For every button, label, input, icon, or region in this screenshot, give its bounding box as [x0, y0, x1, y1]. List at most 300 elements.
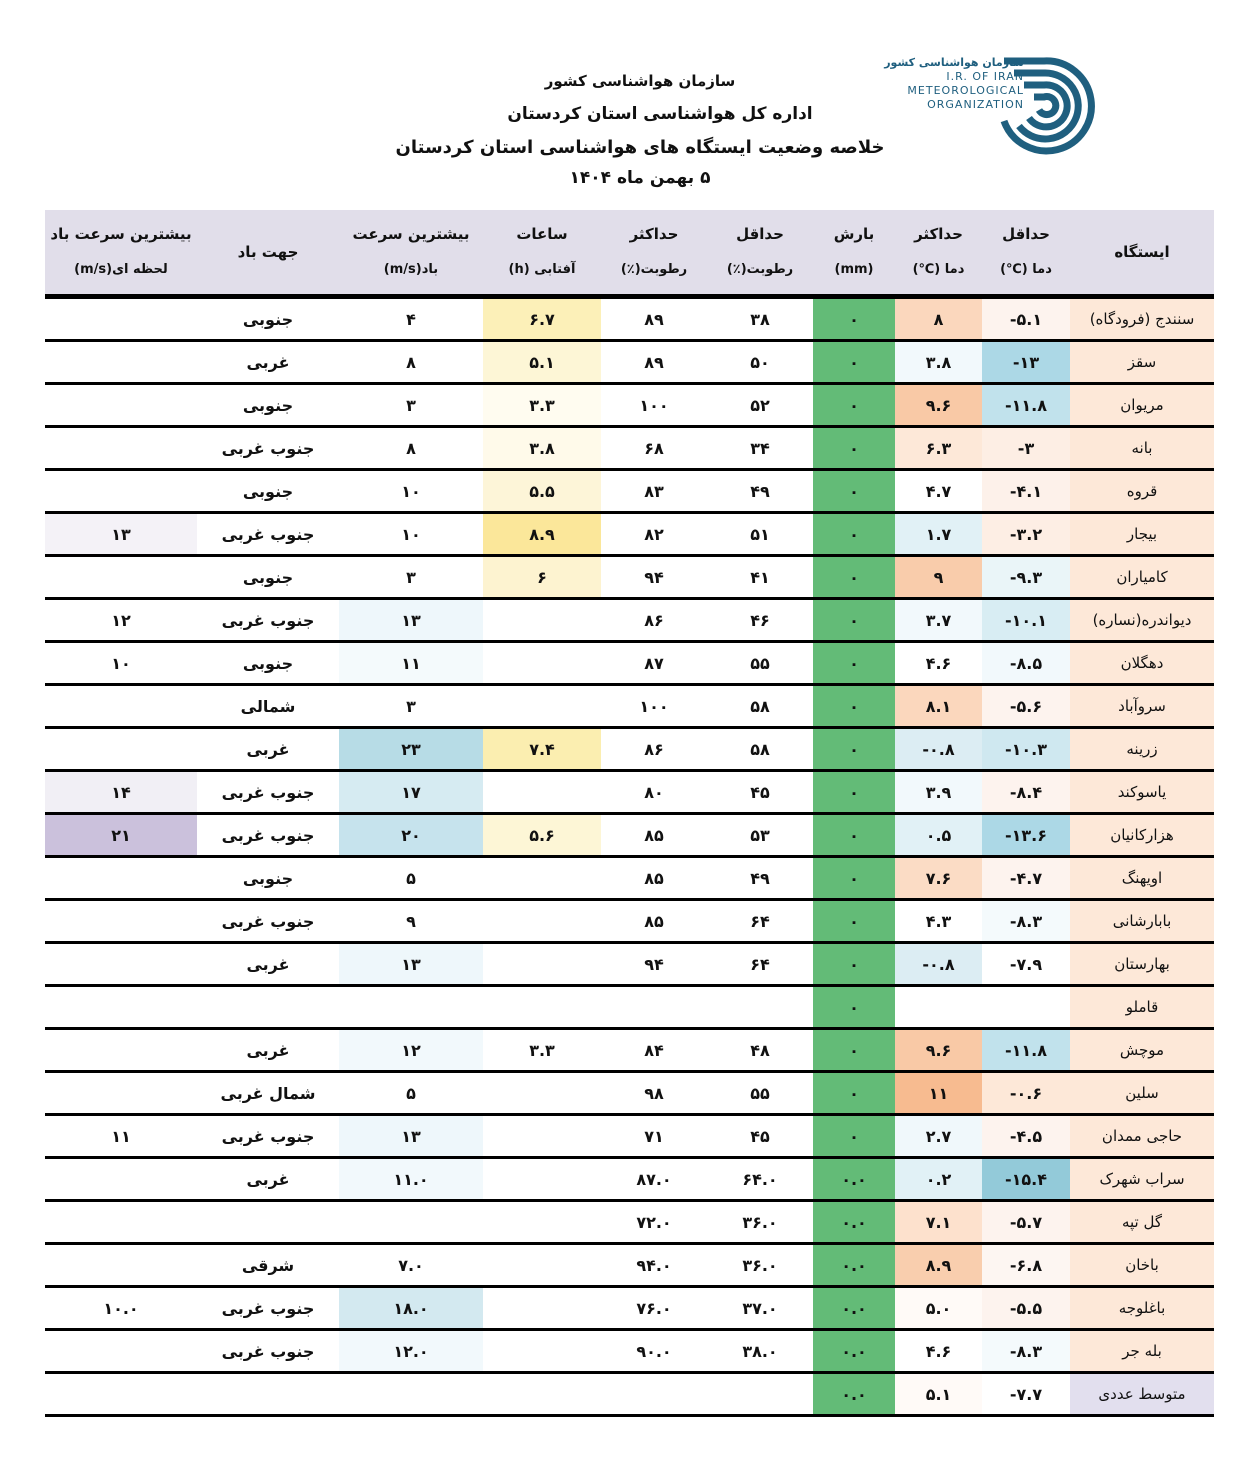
max-gust-speed-cell: ۲۱: [45, 814, 197, 857]
min-temp-cell: -۴.۵: [982, 1115, 1070, 1158]
logo-text-line3: ORGANIZATION: [927, 98, 1024, 111]
precipitation-cell: ۰.۰: [813, 1373, 895, 1416]
sunshine-hours-cell: ۸.۹: [483, 513, 601, 556]
min-humidity-cell: ۴۵: [707, 1115, 813, 1158]
max-gust-speed-cell: ۱۲: [45, 599, 197, 642]
max-humidity-cell: ۸۶: [601, 728, 707, 771]
min-temp-cell: -۶.۸: [982, 1244, 1070, 1287]
min-temp-cell: -۳: [982, 427, 1070, 470]
max-humidity-cell: ۸۳: [601, 470, 707, 513]
max-humidity-cell: ۹۸: [601, 1072, 707, 1115]
max-wind-speed-cell: ۵: [339, 857, 483, 900]
max-humidity-cell: ۸۹: [601, 297, 707, 341]
max-gust-speed-cell: [45, 1201, 197, 1244]
min-humidity-cell: ۵۵: [707, 642, 813, 685]
max-gust-speed-cell: [45, 341, 197, 384]
table-row: [45, 470, 1214, 513]
wind-direction-cell: [197, 986, 339, 1029]
precipitation-cell: ۰.۰: [813, 1158, 895, 1201]
max-wind-speed-cell: ۱۲.۰: [339, 1330, 483, 1373]
min-temp-cell: -۱۱.۸: [982, 1029, 1070, 1072]
sunshine-hours-cell: [483, 1287, 601, 1330]
station-cell: گل تپه: [1070, 1201, 1214, 1244]
precipitation-cell: ۰: [813, 599, 895, 642]
station-cell: سروآباد: [1070, 685, 1214, 728]
max-temp-cell: ۸.۱: [895, 685, 982, 728]
header-max-temp: [895, 210, 982, 297]
min-humidity-cell: [707, 986, 813, 1029]
min-humidity-cell: ۳۸.۰: [707, 1330, 813, 1373]
station-cell: سراب شهرک: [1070, 1158, 1214, 1201]
station-cell: قروه: [1070, 470, 1214, 513]
report-date: ۵ بهمن ماه ۱۴۰۴: [569, 168, 711, 188]
average-row: [45, 1373, 1214, 1416]
wind-direction-cell: غربی: [197, 341, 339, 384]
spiral-logo-icon: [984, 46, 1104, 156]
wind-direction-cell: غربی: [197, 1029, 339, 1072]
sunshine-hours-cell: ۳.۳: [483, 384, 601, 427]
min-humidity-cell: ۳۶.۰: [707, 1244, 813, 1287]
station-cell: مریوان: [1070, 384, 1214, 427]
precipitation-cell: ۰: [813, 771, 895, 814]
sunshine-hours-cell: [483, 1201, 601, 1244]
header-max-temp-label: حداکثر: [914, 225, 963, 243]
max-wind-speed-cell: ۷.۰: [339, 1244, 483, 1287]
header-max-wind-speed-label: بیشترین سرعت: [352, 225, 470, 243]
sunshine-hours-cell: [483, 1158, 601, 1201]
max-wind-speed-cell: ۱۱: [339, 642, 483, 685]
precipitation-cell: ۰: [813, 384, 895, 427]
header-min-humidity-label: حداقل: [736, 225, 784, 243]
table-row: [45, 771, 1214, 814]
report-header: [0, 0, 1260, 210]
wind-direction-cell: جنوب غربی: [197, 1287, 339, 1330]
header-max-humidity-label: حداکثر: [629, 225, 679, 243]
table-row: [45, 1244, 1214, 1287]
table-row: [45, 1029, 1214, 1072]
max-wind-speed-cell: ۱۰: [339, 513, 483, 556]
sunshine-hours-cell: ۵.۶: [483, 814, 601, 857]
min-humidity-cell: ۴۹: [707, 857, 813, 900]
precipitation-cell: ۰.۰: [813, 1330, 895, 1373]
precipitation-cell: ۰.۰: [813, 1201, 895, 1244]
header-max-gust-speed-label: بیشترین سرعت باد: [50, 225, 192, 243]
min-humidity-cell: ۵۸: [707, 685, 813, 728]
min-humidity-cell: ۵۰: [707, 341, 813, 384]
wind-direction-cell: جنوبی: [197, 857, 339, 900]
max-gust-speed-cell: [45, 986, 197, 1029]
precipitation-cell: ۰: [813, 1029, 895, 1072]
max-gust-speed-cell: [45, 1072, 197, 1115]
min-temp-cell: -۵.۵: [982, 1287, 1070, 1330]
max-wind-speed-cell: ۱۷: [339, 771, 483, 814]
precipitation-cell: ۰: [813, 728, 895, 771]
min-humidity-cell: ۶۴: [707, 943, 813, 986]
min-humidity-cell: ۳۶.۰: [707, 1201, 813, 1244]
station-cell: دیواندره(نساره): [1070, 599, 1214, 642]
report-titles: [380, 60, 900, 192]
table-row: [45, 1287, 1214, 1330]
max-wind-speed-cell: ۱۰: [339, 470, 483, 513]
max-gust-speed-cell: [45, 427, 197, 470]
max-wind-speed-cell: ۴: [339, 297, 483, 341]
min-temp-cell: -۸.۳: [982, 1330, 1070, 1373]
min-humidity-cell: ۳۴: [707, 427, 813, 470]
max-humidity-cell: ۸۵: [601, 900, 707, 943]
min-temp-cell: -۹.۳: [982, 556, 1070, 599]
max-wind-speed-cell: [339, 1373, 483, 1416]
station-cell: سنندج (فرودگاه): [1070, 297, 1214, 341]
header-precipitation-label: بارش: [833, 225, 875, 243]
max-wind-speed-cell: ۸: [339, 427, 483, 470]
logo-text-line1: I.R. OF IRAN: [946, 70, 1024, 83]
max-gust-speed-cell: [45, 900, 197, 943]
max-temp-cell: ۶.۳: [895, 427, 982, 470]
precipitation-cell: ۰: [813, 556, 895, 599]
sunshine-hours-cell: [483, 1373, 601, 1416]
precipitation-cell: ۰: [813, 1072, 895, 1115]
header-sunshine-hours: [483, 210, 601, 297]
wind-direction-cell: غربی: [197, 943, 339, 986]
sunshine-hours-cell: [483, 857, 601, 900]
max-temp-cell: ۴.۳: [895, 900, 982, 943]
station-cell: بیجار: [1070, 513, 1214, 556]
wind-direction-cell: جنوب غربی: [197, 900, 339, 943]
min-humidity-cell: ۴۶: [707, 599, 813, 642]
header-min-humidity: [707, 210, 813, 297]
precipitation-cell: ۰: [813, 685, 895, 728]
max-humidity-cell: ۹۴: [601, 556, 707, 599]
max-humidity-cell: [601, 986, 707, 1029]
header-max-wind-speed: [339, 210, 483, 297]
wind-direction-cell: جنوب غربی: [197, 427, 339, 470]
wind-direction-cell: [197, 1201, 339, 1244]
max-temp-cell: ۹: [895, 556, 982, 599]
wind-direction-cell: شرقی: [197, 1244, 339, 1287]
sunshine-hours-cell: ۵.۵: [483, 470, 601, 513]
min-temp-cell: -۷.۹: [982, 943, 1070, 986]
max-wind-speed-cell: ۳: [339, 556, 483, 599]
max-gust-speed-cell: [45, 556, 197, 599]
sunshine-hours-cell: [483, 771, 601, 814]
max-temp-cell: ۳.۹: [895, 771, 982, 814]
max-wind-speed-cell: [339, 986, 483, 1029]
header-precipitation: [813, 210, 895, 297]
max-gust-speed-cell: [45, 384, 197, 427]
max-gust-speed-cell: [45, 1373, 197, 1416]
max-humidity-cell: ۸۷.۰: [601, 1158, 707, 1201]
org-name: سازمان هواشناسی کشور: [544, 72, 736, 90]
table-row: [45, 1201, 1214, 1244]
max-temp-cell: ۱۱: [895, 1072, 982, 1115]
max-wind-speed-cell: ۱۸.۰: [339, 1287, 483, 1330]
max-temp-cell: [895, 986, 982, 1029]
station-cell: کامیاران: [1070, 556, 1214, 599]
max-wind-speed-cell: ۳: [339, 685, 483, 728]
table-row: [45, 341, 1214, 384]
sunshine-hours-cell: [483, 943, 601, 986]
table-row: [45, 1330, 1214, 1373]
table-row: [45, 297, 1214, 341]
station-cell: هزارکانیان: [1070, 814, 1214, 857]
min-temp-cell: -۵.۷: [982, 1201, 1070, 1244]
sunshine-hours-cell: [483, 986, 601, 1029]
table-header-row: [45, 210, 1214, 297]
station-cell: بابارشانی: [1070, 900, 1214, 943]
stations-table: [45, 210, 1214, 1417]
max-wind-speed-cell: [339, 1201, 483, 1244]
wind-direction-cell: جنوبی: [197, 297, 339, 341]
header-sunshine-hours-label: ساعات: [516, 225, 568, 243]
max-temp-cell: ۸.۹: [895, 1244, 982, 1287]
min-humidity-cell: ۵۲: [707, 384, 813, 427]
table-row: [45, 728, 1214, 771]
station-cell: زرینه: [1070, 728, 1214, 771]
max-temp-cell: ۳.۸: [895, 341, 982, 384]
min-humidity-cell: ۵۸: [707, 728, 813, 771]
wind-direction-cell: جنوب غربی: [197, 599, 339, 642]
header-max-wind-speed-unit: باد(m/s): [383, 262, 439, 277]
min-temp-cell: -۵.۶: [982, 685, 1070, 728]
max-temp-cell: ۴.۶: [895, 642, 982, 685]
office-name: اداره کل هواشناسی استان کردستان: [507, 104, 813, 124]
max-humidity-cell: ۸۵: [601, 857, 707, 900]
min-humidity-cell: ۵۳: [707, 814, 813, 857]
table-row: [45, 1158, 1214, 1201]
max-gust-speed-cell: [45, 728, 197, 771]
max-gust-speed-cell: ۱۰.۰: [45, 1287, 197, 1330]
sunshine-hours-cell: [483, 1330, 601, 1373]
min-temp-cell: -۴.۷: [982, 857, 1070, 900]
min-temp-cell: -۰.۶: [982, 1072, 1070, 1115]
max-wind-speed-cell: ۲۳: [339, 728, 483, 771]
min-humidity-cell: ۵۱: [707, 513, 813, 556]
max-gust-speed-cell: [45, 1330, 197, 1373]
max-humidity-cell: ۶۸: [601, 427, 707, 470]
header-min-humidity-unit: رطوبت(٪): [726, 262, 794, 277]
precipitation-cell: ۰.۰: [813, 1244, 895, 1287]
wind-direction-cell: جنوب غربی: [197, 513, 339, 556]
wind-direction-cell: [197, 1373, 339, 1416]
header-station-label: ایستگاه: [1114, 243, 1170, 261]
precipitation-cell: ۰: [813, 427, 895, 470]
min-temp-cell: -۱۰.۳: [982, 728, 1070, 771]
max-gust-speed-cell: ۱۳: [45, 513, 197, 556]
table-row: [45, 986, 1214, 1029]
table-row: [45, 556, 1214, 599]
station-cell: باغلوجه: [1070, 1287, 1214, 1330]
max-gust-speed-cell: ۱۴: [45, 771, 197, 814]
max-temp-cell: ۹.۶: [895, 1029, 982, 1072]
sunshine-hours-cell: [483, 685, 601, 728]
min-humidity-cell: ۴۱: [707, 556, 813, 599]
report-title: خلاصه وضعیت ایستگاه های هواشناسی استان کردستان: [395, 137, 885, 158]
station-cell: بانه: [1070, 427, 1214, 470]
precipitation-cell: ۰: [813, 900, 895, 943]
header-max-humidity: [601, 210, 707, 297]
table-row: [45, 427, 1214, 470]
max-temp-cell: ۲.۷: [895, 1115, 982, 1158]
max-humidity-cell: ۹۴.۰: [601, 1244, 707, 1287]
min-temp-cell: -۸.۵: [982, 642, 1070, 685]
max-humidity-cell: ۷۶.۰: [601, 1287, 707, 1330]
min-temp-cell: [982, 986, 1070, 1029]
header-max-temp-unit: دما (℃): [912, 262, 965, 277]
min-humidity-cell: ۶۴.۰: [707, 1158, 813, 1201]
max-wind-speed-cell: ۲۰: [339, 814, 483, 857]
table-row: [45, 814, 1214, 857]
logo-text-fa: سازمان هواشناسی کشور: [884, 56, 1024, 69]
min-temp-cell: -۱۱.۸: [982, 384, 1070, 427]
station-cell: متوسط عددی: [1070, 1373, 1214, 1416]
max-humidity-cell: ۹۴: [601, 943, 707, 986]
wind-direction-cell: جنوب غربی: [197, 771, 339, 814]
precipitation-cell: ۰: [813, 297, 895, 341]
max-temp-cell: ۱.۷: [895, 513, 982, 556]
table-row: [45, 857, 1214, 900]
station-cell: بهارستان: [1070, 943, 1214, 986]
table-row: [45, 1115, 1214, 1158]
max-humidity-cell: ۸۷: [601, 642, 707, 685]
header-max-humidity-unit: رطوبت(٪): [620, 262, 688, 277]
max-humidity-cell: ۸۴: [601, 1029, 707, 1072]
max-humidity-cell: ۸۵: [601, 814, 707, 857]
header-station: [1070, 210, 1214, 297]
max-gust-speed-cell: [45, 297, 197, 341]
table-row: [45, 900, 1214, 943]
wind-direction-cell: شمالی: [197, 685, 339, 728]
wind-direction-cell: جنوب غربی: [197, 1330, 339, 1373]
max-wind-speed-cell: ۱۳: [339, 1115, 483, 1158]
min-temp-cell: -۴.۱: [982, 470, 1070, 513]
max-humidity-cell: [601, 1373, 707, 1416]
min-temp-cell: -۸.۳: [982, 900, 1070, 943]
wind-direction-cell: جنوب غربی: [197, 814, 339, 857]
max-temp-cell: ۸: [895, 297, 982, 341]
max-gust-speed-cell: [45, 943, 197, 986]
max-wind-speed-cell: ۱۳: [339, 943, 483, 986]
station-cell: اویهنگ: [1070, 857, 1214, 900]
precipitation-cell: ۰: [813, 1115, 895, 1158]
max-humidity-cell: ۸۶: [601, 599, 707, 642]
logo-text-line2: METEOROLOGICAL: [907, 84, 1024, 97]
table-row: [45, 943, 1214, 986]
sunshine-hours-cell: ۳.۳: [483, 1029, 601, 1072]
station-cell: باخان: [1070, 1244, 1214, 1287]
header-min-temp-label: حداقل: [1002, 225, 1050, 243]
table-row: [45, 513, 1214, 556]
max-wind-speed-cell: ۱۳: [339, 599, 483, 642]
min-temp-cell: -۳.۲: [982, 513, 1070, 556]
max-humidity-cell: ۹۰.۰: [601, 1330, 707, 1373]
min-temp-cell: -۵.۱: [982, 297, 1070, 341]
station-cell: قاملو: [1070, 986, 1214, 1029]
header-max-gust-speed-unit: لحظه ای(m/s): [74, 262, 168, 277]
max-temp-cell: ۹.۶: [895, 384, 982, 427]
max-gust-speed-cell: [45, 685, 197, 728]
wind-direction-cell: جنوبی: [197, 556, 339, 599]
precipitation-cell: ۰: [813, 814, 895, 857]
min-humidity-cell: ۳۷.۰: [707, 1287, 813, 1330]
table-row: [45, 1072, 1214, 1115]
max-wind-speed-cell: ۸: [339, 341, 483, 384]
station-cell: دهگلان: [1070, 642, 1214, 685]
max-temp-cell: ۳.۷: [895, 599, 982, 642]
max-temp-cell: -۰.۸: [895, 728, 982, 771]
max-temp-cell: ۵.۱: [895, 1373, 982, 1416]
precipitation-cell: ۰: [813, 986, 895, 1029]
sunshine-hours-cell: [483, 599, 601, 642]
min-temp-cell: -۱۳.۶: [982, 814, 1070, 857]
sunshine-hours-cell: ۶: [483, 556, 601, 599]
station-cell: بله جر: [1070, 1330, 1214, 1373]
max-temp-cell: ۰.۲: [895, 1158, 982, 1201]
max-temp-cell: ۰.۵: [895, 814, 982, 857]
max-humidity-cell: ۸۲: [601, 513, 707, 556]
min-temp-cell: -۱۳: [982, 341, 1070, 384]
max-wind-speed-cell: ۱۲: [339, 1029, 483, 1072]
sunshine-hours-cell: [483, 642, 601, 685]
min-humidity-cell: ۴۵: [707, 771, 813, 814]
sunshine-hours-cell: ۳.۸: [483, 427, 601, 470]
max-temp-cell: ۴.۷: [895, 470, 982, 513]
max-gust-speed-cell: [45, 1029, 197, 1072]
meteorological-organization-logo: [884, 46, 1104, 166]
max-wind-speed-cell: ۳: [339, 384, 483, 427]
precipitation-cell: ۰: [813, 857, 895, 900]
precipitation-cell: ۰: [813, 470, 895, 513]
min-humidity-cell: [707, 1373, 813, 1416]
max-wind-speed-cell: ۹: [339, 900, 483, 943]
header-wind-direction: [197, 210, 339, 297]
max-wind-speed-cell: ۵: [339, 1072, 483, 1115]
max-humidity-cell: ۷۱: [601, 1115, 707, 1158]
max-gust-speed-cell: [45, 1158, 197, 1201]
max-humidity-cell: ۱۰۰: [601, 685, 707, 728]
min-temp-cell: -۷.۷: [982, 1373, 1070, 1416]
table-row: [45, 685, 1214, 728]
sunshine-hours-cell: ۷.۴: [483, 728, 601, 771]
sunshine-hours-cell: ۶.۷: [483, 297, 601, 341]
header-min-temp-unit: دما (℃): [1000, 262, 1052, 277]
wind-direction-cell: جنوبی: [197, 642, 339, 685]
header-precipitation-unit: (mm): [834, 262, 874, 277]
precipitation-cell: ۰: [813, 341, 895, 384]
sunshine-hours-cell: [483, 1115, 601, 1158]
table-row: [45, 642, 1214, 685]
max-wind-speed-cell: ۱۱.۰: [339, 1158, 483, 1201]
min-temp-cell: -۱۰.۱: [982, 599, 1070, 642]
min-humidity-cell: ۳۸: [707, 297, 813, 341]
header-min-temp: [982, 210, 1070, 297]
wind-direction-cell: جنوبی: [197, 470, 339, 513]
header-max-gust-speed: [45, 210, 197, 297]
max-gust-speed-cell: ۱۱: [45, 1115, 197, 1158]
max-gust-speed-cell: [45, 470, 197, 513]
max-temp-cell: ۵.۰: [895, 1287, 982, 1330]
max-humidity-cell: ۸۰: [601, 771, 707, 814]
table-row: [45, 599, 1214, 642]
precipitation-cell: ۰: [813, 943, 895, 986]
min-humidity-cell: ۴۸: [707, 1029, 813, 1072]
max-humidity-cell: ۸۹: [601, 341, 707, 384]
wind-direction-cell: شمال غربی: [197, 1072, 339, 1115]
wind-direction-cell: جنوبی: [197, 384, 339, 427]
max-temp-cell: ۷.۱: [895, 1201, 982, 1244]
sunshine-hours-cell: [483, 900, 601, 943]
station-cell: یاسوکند: [1070, 771, 1214, 814]
precipitation-cell: ۰: [813, 642, 895, 685]
